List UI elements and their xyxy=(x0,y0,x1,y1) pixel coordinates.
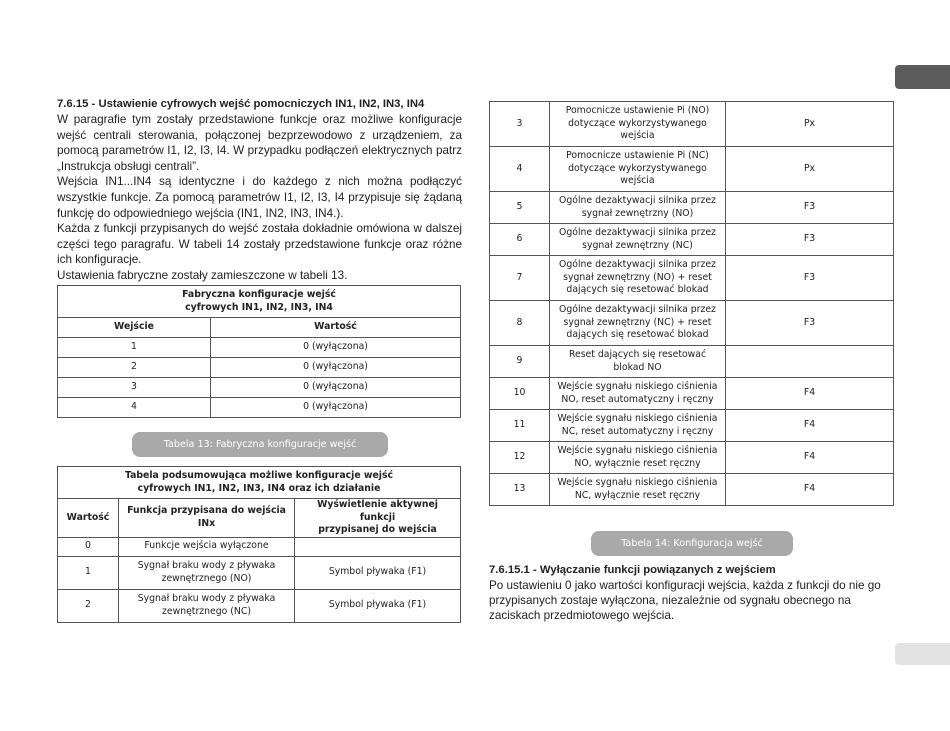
table-row xyxy=(490,378,894,410)
table14-line: Pomocnicze ustawienie Pi (NC) xyxy=(566,150,709,162)
summary-col-function-line1: Funkcja przypisana do wejścia xyxy=(127,505,286,517)
table14-caption: Tabela 14: Konfiguracja wejść xyxy=(591,531,793,556)
section-paragraph-3: Każda z funkcji przypisanych do wejść została dokładnie omówiona w dalszej części tego paragrafu. W tabeli 14 zostały przedstawione funkcje oraz różne ich konfiguracje. xyxy=(57,222,462,267)
table14-line: NC, reset automatyczny i ręczny xyxy=(561,425,714,437)
table13-cell-value: 0 (wyłączona) xyxy=(211,378,461,398)
table-row xyxy=(490,256,894,301)
subsection-text: Po ustawieniu 0 jako wartości konfiguracji wejścia, każda z funkcji do nie go przypisanych zostaje wyłączona, niezależnie od sygnału obecnego na zaciskach przedmiotowego wejścia. xyxy=(489,579,881,622)
summary-config-table xyxy=(57,466,461,623)
table14-line: Ogólne dezaktywacji silnika przez xyxy=(559,227,716,238)
summary-cell-display: Symbol pływaka (F1) xyxy=(295,556,461,589)
table14-cell-value: 9 xyxy=(490,346,550,378)
summary-title-line2: cyfrowych IN1, IN2, IN3, IN4 oraz ich działanie xyxy=(137,482,381,494)
table-row xyxy=(58,398,461,418)
table13-cell-input: 2 xyxy=(58,358,211,378)
table14-cell-function xyxy=(550,378,726,410)
table14-cell-display: F4 xyxy=(726,410,894,442)
table-row xyxy=(490,442,894,474)
section-paragraph-4: Ustawienia fabryczne zostały zamieszczone w tabeli 13. xyxy=(57,268,348,282)
table14-cell-display xyxy=(726,346,894,378)
summary-cell-function-line2: zewnętrznego (NO) xyxy=(161,572,252,584)
table-row xyxy=(490,192,894,224)
table14-cell-function xyxy=(550,102,726,147)
subsection-title: 7.6.15.1 - Wyłączanie funkcji powiązanych z wejściem xyxy=(489,564,776,576)
table14-line: dotyczące wykorzystywanego xyxy=(568,162,707,174)
table14-cell-display: F4 xyxy=(726,474,894,506)
summary-cell-function-line1: Sygnał braku wody z pływaka xyxy=(137,560,276,571)
table14-cell-display: F3 xyxy=(726,256,894,301)
table13-cell-input: 3 xyxy=(58,378,211,398)
table14-cell-value: 6 xyxy=(490,224,550,256)
table13-caption: Tabela 13: Fabryczna konfiguracje wejść xyxy=(132,432,388,457)
summary-cell-value: 0 xyxy=(58,537,119,556)
table-row xyxy=(58,358,461,378)
table14-line: dających się resetować blokad xyxy=(566,329,709,341)
table14-line: Wejście sygnału niskiego ciśnienia xyxy=(557,445,718,456)
summary-col-display-line2: przypisanej do wejścia xyxy=(318,524,437,535)
table13-title xyxy=(58,286,461,318)
table14-cell-function xyxy=(550,346,726,378)
summary-cell-function xyxy=(119,589,295,622)
table-row xyxy=(58,556,461,589)
table-row xyxy=(490,410,894,442)
table14-line: blokad NO xyxy=(613,361,662,373)
table14-line: sygnał zewnętrzny (NC) + reset xyxy=(563,316,712,328)
table14-cell-function xyxy=(550,301,726,346)
table14-cell-display: F4 xyxy=(726,442,894,474)
table14-line: Reset dających się resetować xyxy=(568,349,707,360)
table14-line: Wejście sygnału niskiego ciśnienia xyxy=(557,413,718,424)
summary-cell-function xyxy=(119,537,295,556)
page-edge-tab-light xyxy=(895,643,950,665)
table14-cell-function xyxy=(550,474,726,506)
table14-line: NC, wyłącznie reset ręczny xyxy=(574,489,701,501)
table14-cell-function xyxy=(550,224,726,256)
table14-cell-value: 13 xyxy=(490,474,550,506)
summary-cell-function-line1: Funkcje wejścia wyłączone xyxy=(144,540,269,552)
table14-cell-display: F4 xyxy=(726,378,894,410)
table-row xyxy=(490,474,894,506)
table-row xyxy=(490,224,894,256)
table14-line: sygnał zewnętrzny (NC) xyxy=(582,239,693,251)
table14-cell-function xyxy=(550,410,726,442)
table14-line: NO, wyłącznie reset ręczny xyxy=(574,457,701,469)
table-row xyxy=(490,301,894,346)
table14-cell-function xyxy=(550,256,726,301)
table14-cell-function xyxy=(550,192,726,224)
summary-col-display xyxy=(295,499,461,538)
table14-cell-display: F3 xyxy=(726,301,894,346)
table14-cell-value: 12 xyxy=(490,442,550,474)
table14-cell-function xyxy=(550,442,726,474)
table-row xyxy=(58,338,461,358)
table13-title-line2: cyfrowych IN1, IN2, IN3, IN4 xyxy=(185,301,333,313)
section-title: 7.6.15 - Ustawienie cyfrowych wejść pomocniczych IN1, IN2, IN3, IN4 xyxy=(57,98,425,110)
table-row xyxy=(490,102,894,147)
table14-line: dotyczące wykorzystywanego xyxy=(568,117,707,129)
table-row xyxy=(58,537,461,556)
table14-line: NO, reset automatyczny i ręczny xyxy=(561,393,714,405)
table14-cell-function xyxy=(550,147,726,192)
table14-cell-value: 8 xyxy=(490,301,550,346)
section-paragraph-1: W paragrafie tym zostały przedstawione funkcje oraz możliwe konfiguracje wejść centrali sterowania, połączonej bezprzewodowo z urządzeniem, za pomocą parametrów I1, I2, I3, I4. W przypadku podłączeń elektrycznych patrz „Instrukcja obsługi centrali”. xyxy=(57,113,462,173)
table14-line: sygnał zewnętrzny (NO) + reset xyxy=(563,271,712,283)
table-row xyxy=(58,589,461,622)
section-paragraph-2: Wejścia IN1...IN4 są identyczne i do każdego z nich można podłączyć wszystkie funkcje. Za pomocą parametrów I1, I2, I3, I4 przypisuje się żądaną funkcję do odpowiedniego wejścia (IN1, IN2, IN3, IN4.). xyxy=(57,175,462,220)
table13-cell-input: 4 xyxy=(58,398,211,418)
subsection xyxy=(489,563,895,623)
table13-cell-value: 0 (wyłączona) xyxy=(211,338,461,358)
table14-cell-value: 4 xyxy=(490,147,550,192)
summary-table-title xyxy=(58,467,461,499)
summary-col-function-line2: INx xyxy=(197,517,216,529)
table-row xyxy=(490,346,894,378)
table14-line: wejścia xyxy=(620,175,655,187)
table13-col-input: Wejście xyxy=(58,318,211,338)
table14-cell-value: 7 xyxy=(490,256,550,301)
table14-cell-value: 3 xyxy=(490,102,550,147)
summary-cell-display xyxy=(295,537,461,556)
left-column xyxy=(57,97,462,284)
summary-col-function xyxy=(119,499,295,538)
summary-cell-value: 1 xyxy=(58,556,119,589)
table14-line: Wejście sygnału niskiego ciśnienia xyxy=(557,477,718,488)
factory-config-table xyxy=(57,285,461,418)
table14-cell-value: 11 xyxy=(490,410,550,442)
table14-line: dających się resetować blokad xyxy=(566,284,709,296)
table14-line: sygnał zewnętrzny (NO) xyxy=(581,207,694,219)
page-edge-tab-dark xyxy=(895,65,950,89)
table13-col-value: Wartość xyxy=(211,318,461,338)
table14-line: Ogólne dezaktywacji silnika przez xyxy=(559,195,716,206)
input-config-table xyxy=(489,101,894,506)
summary-title-line1: Tabela podsumowująca możliwe konfiguracje wejść xyxy=(124,470,393,481)
table13-cell-input: 1 xyxy=(58,338,211,358)
table14-line: Wejście sygnału niskiego ciśnienia xyxy=(557,381,718,392)
summary-cell-function-line1: Sygnał braku wody z pływaka xyxy=(137,593,276,604)
table13-title-line1: Fabryczna konfiguracje wejść xyxy=(182,289,336,300)
summary-cell-function xyxy=(119,556,295,589)
table13-cell-value: 0 (wyłączona) xyxy=(211,358,461,378)
table14-cell-display: F3 xyxy=(726,224,894,256)
summary-cell-function-line2: zewnętrznego (NC) xyxy=(161,605,252,617)
table13-cell-value: 0 (wyłączona) xyxy=(211,398,461,418)
table14-cell-value: 10 xyxy=(490,378,550,410)
summary-col-display-line1: Wyświetlenie aktywnej funkcji xyxy=(317,499,438,523)
table14-line: Ogólne dezaktywacji silnika przez xyxy=(559,259,716,271)
summary-cell-display: Symbol pływaka (F1) xyxy=(295,589,461,622)
summary-cell-value: 2 xyxy=(58,589,119,622)
summary-col-value: Wartość xyxy=(58,499,119,538)
table14-line: wejścia xyxy=(620,130,655,142)
table14-cell-display: Px xyxy=(726,102,894,147)
table14-line: Pomocnicze ustawienie Pi (NO) xyxy=(565,105,710,117)
table14-cell-value: 5 xyxy=(490,192,550,224)
table14-cell-display: Px xyxy=(726,147,894,192)
table-row xyxy=(490,147,894,192)
table14-line: Ogólne dezaktywacji silnika przez xyxy=(559,304,716,316)
table-row xyxy=(58,378,461,398)
table14-cell-display: F3 xyxy=(726,192,894,224)
